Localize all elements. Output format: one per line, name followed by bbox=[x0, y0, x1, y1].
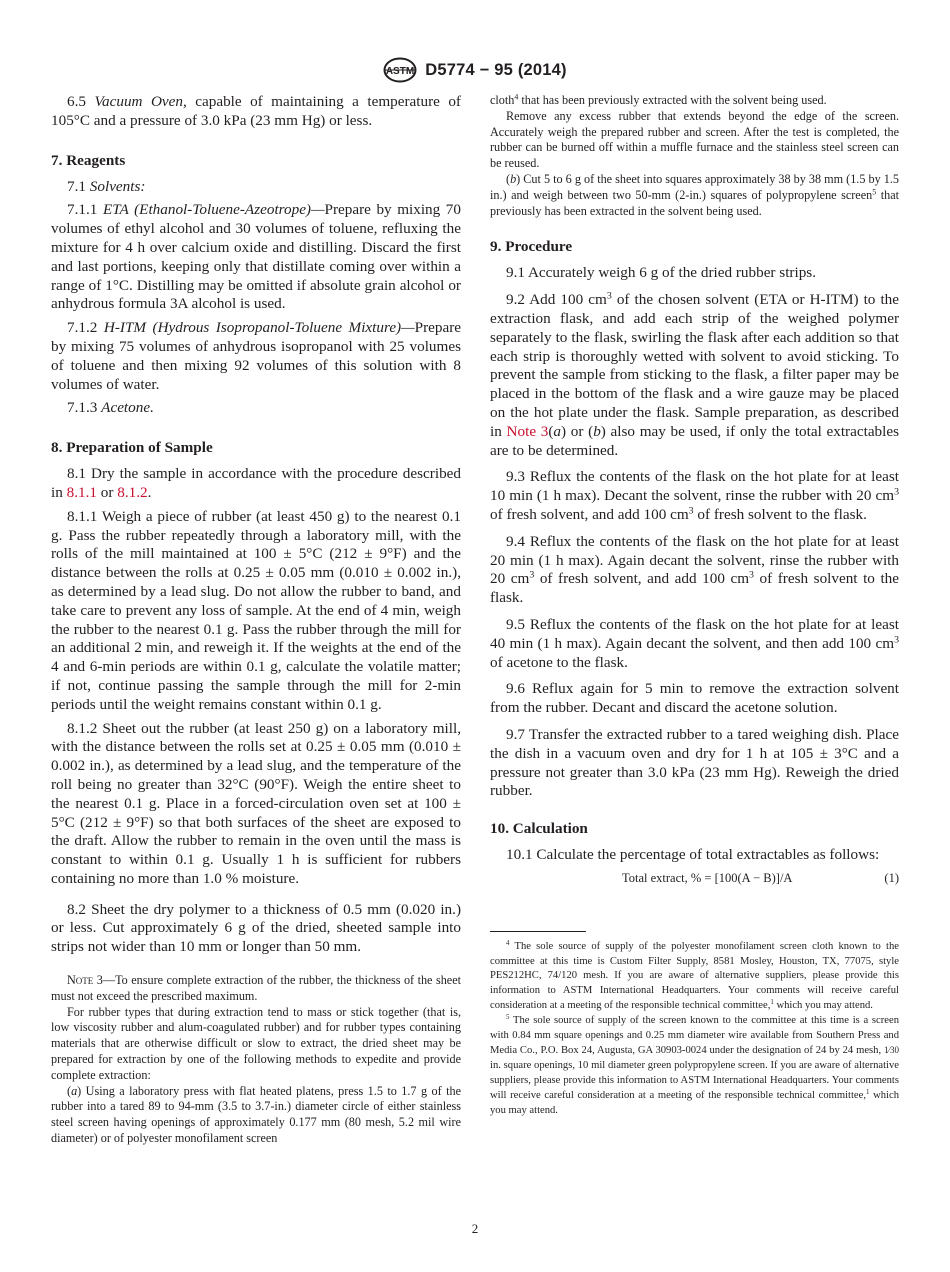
section-8-1: 8.1 Dry the sample in accordance with the procedure described in 8.1.1 or 8.1.2. bbox=[51, 465, 461, 501]
svg-text:ASTM: ASTM bbox=[386, 66, 415, 77]
section-7-1-3: 7.1.3 Acetone. bbox=[67, 399, 154, 417]
section-8-2: 8.2 Sheet the dry polymer to a thickness of 0.5 mm (0.020 in.) or less. Cut approximately 6 g of the dried, sheeted sample into strips not wider than 10 mm or longer than 50 mm. bbox=[51, 900, 461, 956]
footnote-5: $^5$ The sole source of supply of the screen known to the committee at this time is a screen with 0.84 mm square openings and 0.25 mm diameter wire available from Southern Press and Media Co., P.O. Box 24, Augusta, GA 30903-0024 under the designation of 24 by 24 mesh, 1⁄30 in. square openings, 10 mil diameter green polypropylene screen. If you are aware of alternative suppliers, please provide this information to ASTM International Headquarters. Your comments will receive careful consideration at a meeting of the responsible technical committee,$^1$ which you may attend. bbox=[490, 1014, 899, 1116]
note-3-option-a: (a) Using a laboratory press with flat heated platens, press 1.5 to 1.7 g of the rubber into a tared 89 to 94-mm (3.5 to 3.7-in.) diameter circle of either stainless steel screen having openings of approximately 0.177 mm (80 mesh, 5.2 mil wire diameter) or of polyester monofilament screen bbox=[51, 1083, 461, 1146]
section-8-1-1: 8.1.1 Weigh a piece of rubber (at least 450 g) to the nearest 0.1 g. Pass the rubber repeatedly through a laboratory mill, with the rolls of the mill maintained at 100 ± 5°C (212 ± 9°F) and the distance between the rolls at 0.25 ± 0.05 mm (0.010 ± 0.002 in.), as determined by a lead slug. Do not allow the rubber to band, and take care to prevent any loss of sample. At the end of 4 min, weigh the rubber to the nearest 0.1 g. Pass the rubber through the mill for an additional 2 min, and reweigh it. If the weights at the end of the 4 and 6-min periods are within 0.1 g, calculate the volatile matter; if not, continue passing the sample through the mill for 2-min periods until the weight remains constant within 0.1 g. bbox=[51, 507, 461, 713]
section-9-2: 9.2 Add 100 $cm^3$ of the chosen solvent (ETA or H-ITM) to the extraction flask, and add each strip of the weighed polymer separately to the flask, swirling the flask after each addition so that each strip is thoroughly wetted with solvent to avoid sticking. To prevent the sample from sticking to the flask, a filter paper may be placed in the bottom of the flask and a wire gauze may be placed on the hot plate under the flask. Sample preparation, as described in Note 3(a) or (b) also may be used, if only the total extractables are to be determined. bbox=[490, 290, 900, 459]
astm-logo-icon bbox=[383, 57, 417, 83]
link-note-3[interactable]: Note 3 bbox=[506, 422, 549, 440]
section-8-1-2: 8.1.2 Sheet out the rubber (at least 250 g) on a laboratory mill, with the distance between the rolls set at 0.25 ± 0.05 mm (0.010 ± 0.002 in.), as determined by a lead slug, and the temperature of the roll being no greater than 32°C (90°F). Weigh the entire sheet to the nearest 0.1 g. Place in a forced-circulation oven set at 100 ± 5°C (212 ± 9°F) so that both surfaces of the sheet are exposed to the draft. Allow the rubber to remain in the oven until the mass is constant to within 0.1 g. Usually 1 h is sufficient for rubbers containing no more than 1.0 % moisture. bbox=[51, 719, 461, 887]
heading-procedure: 9. Procedure bbox=[490, 238, 573, 256]
page-number: 2 bbox=[471, 1221, 479, 1236]
left-column bbox=[51, 93, 461, 1147]
right-column bbox=[490, 93, 899, 1118]
link-8-1-1[interactable]: 8.1.1 bbox=[66, 483, 97, 501]
page-header bbox=[0, 55, 950, 85]
note-3-continued: cloth$^4$ that has been previously extracted with the solvent being used. bbox=[490, 92, 827, 107]
equation-1 bbox=[490, 869, 899, 887]
section-9-1: 9.1 Accurately weigh 6 g of the dried rubber strips. bbox=[506, 264, 816, 282]
note-3-text: For rubber types that during extraction tend to mass or stick together (that is, low viscosity rubber and alum-coagulated rubber) and for rubber types containing materials that are otherwise difficult or slow to extract, the dried sheet may be prepared for extraction by one of the following methods to expedite and provide complete extraction: bbox=[51, 1004, 461, 1082]
section-9-5: 9.5 Reflux the contents of the flask on the hot plate for at least 40 min (1 h max). Again decant the solvent, and then add 100 $cm^3$ of acetone to the flask. bbox=[490, 615, 899, 671]
document-designation: D5774 − 95 (2014) bbox=[425, 60, 567, 79]
note-3-option-b: (b) Cut 5 to 6 g of the sheet into squares approximately 38 by 38 mm (1.5 by 1.5 in.) and weigh between two 50-mm (2-in.) squares of polypropylene screen$^5$ that previously has been extracted in the solvent being used. bbox=[490, 171, 899, 218]
section-7-1: 7.1 Solvents: bbox=[67, 177, 146, 195]
note-3: Note 3—To ensure complete extraction of the rubber, the thickness of the sheet must not exceed the prescribed maximum. bbox=[51, 973, 461, 1003]
heading-reagents: 7. Reagents bbox=[51, 151, 126, 169]
note-3-remove: Remove any excess rubber that extends beyond the edge of the screen. Accurately weigh the prepared rubber and screen. After the test is completed, the rubber can be burned off within a muffle furnace and the stainless steel screen can be reused. bbox=[490, 108, 899, 171]
equation-number: (1) bbox=[884, 870, 899, 885]
link-8-1-2[interactable]: 8.1.2 bbox=[117, 483, 148, 501]
section-9-3: 9.3 Reflux the contents of the flask on the hot plate for at least 10 min (1 h max). Decant the solvent, rinse the rubber with 20 $cm^3$ of fresh solvent, and add 100 $cm^3$ of fresh solvent to the flask. bbox=[490, 468, 899, 523]
footnote-4: $^4$ The sole source of supply of the polyester monofilament screen cloth known to the committee at this time is Custom Filter Supply, 8581 Mosley, Houston, TX, 77075, style PES212HC, 74/120 mesh. If you are aware of alternative suppliers, please provide this information to ASTM International Headquarters. Your comments will receive careful consideration at a meeting of the responsible technical committee,$^1$ which you may attend. bbox=[490, 940, 899, 1012]
section-9-7: 9.7 Transfer the extracted rubber to a tared weighing dish. Place the dish in a vacuum oven and dry for 1 h at 105 ± 3°C and a pressure not greater than 3.0 kPa (23 mm Hg). Reweigh the dried rubber. bbox=[490, 725, 899, 800]
section-9-4: 9.4 Reflux the contents of the flask on the hot plate for at least 20 min (1 h max). Again decant the solvent, rinse the rubber with 20 $cm^3$ of fresh solvent, and add 100 $cm^3$ of fresh solvent to the flask. bbox=[490, 532, 900, 607]
section-7-1-1: 7.1.1 ETA (Ethanol-Toluene-Azeotrope)—Prepare by mixing 70 volumes of ethyl alcohol and 30 volumes of toluene, refluxing the mixture for 4 h over calcium oxide and distilling. Discard the first and last portions, keeping only that distillate coming over within a range of 1°C. Distilling may be omitted if absolute grain alcohol or anhydrous formula 3A alcohol is used. bbox=[51, 201, 461, 313]
section-10-1: 10.1 Calculate the percentage of total extractables as follows: bbox=[506, 846, 880, 864]
heading-calculation: 10. Calculation bbox=[490, 820, 588, 838]
section-6-5: 6.5 Vacuum Oven, capable of maintaining a temperature of 105°C and a pressure of 3.0 kPa (23 mm Hg) or less. bbox=[51, 93, 461, 129]
section-7-1-2: 7.1.2 H-ITM (Hydrous Isopropanol-Toluene Mixture)—Prepare by mixing 75 volumes of anhydrous isopropanol with 25 volumes of toluene and then mixing 92 volumes of this solution with 8 volumes of water. bbox=[51, 319, 462, 393]
heading-preparation-of-sample: 8. Preparation of Sample bbox=[51, 439, 213, 457]
equation-formula: Total extract, % = [100(A − B)]/A bbox=[621, 870, 793, 885]
section-9-6: 9.6 Reflux again for 5 min to remove the extraction solvent from the rubber. Decant and discard the acetone solution. bbox=[490, 680, 899, 717]
footnote-divider bbox=[490, 931, 586, 932]
